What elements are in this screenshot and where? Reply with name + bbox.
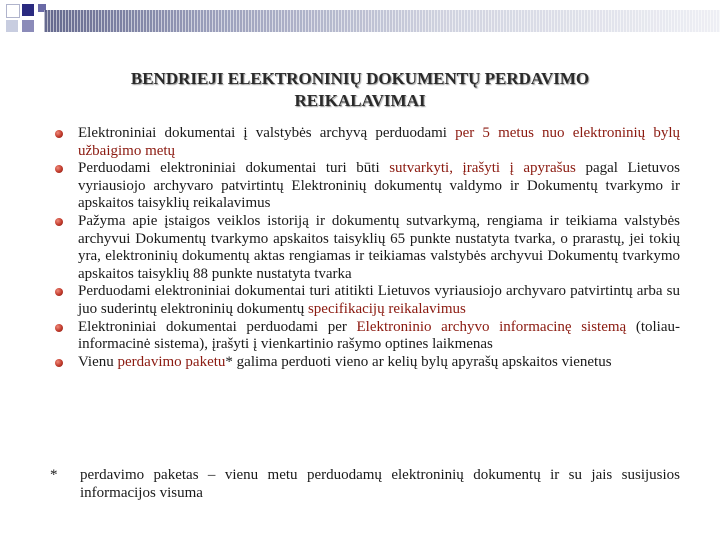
list-item (50, 354, 680, 372)
title-line-1: BENDRIEJI ELEKTRONINIŲ DOKUMENTŲ PERDAVIMO (130, 69, 590, 88)
text-segment: pagal Lietuvos vyriausiojo archyvaro patvirtintų Elektroninių dokumentų valdymo ir Dokumentų tvarkymo ir apskaitos taisyklių reikalavimus (78, 160, 681, 212)
bullet-icon (50, 319, 78, 337)
text-segment: * galima perduoti vieno ar kelių bylų apyrašų apskaitos vienetus (225, 353, 612, 370)
list-item (50, 319, 680, 354)
highlighted-text: perdavimo paketu (117, 353, 226, 370)
decor-square (6, 4, 20, 18)
list-item-text (78, 319, 680, 354)
list-item-text (78, 354, 680, 372)
text-segment: Vienu (78, 353, 118, 370)
footnote-mark: * (50, 467, 58, 483)
title-line-2: REIKALAVIMAI (294, 91, 426, 110)
header-gradient-bar (44, 10, 720, 32)
list-item (50, 160, 680, 213)
bullet-icon (50, 125, 78, 143)
page-title (60, 68, 660, 112)
list-item-text (78, 283, 680, 318)
list-item-text (78, 125, 680, 160)
highlighted-text: specifikacijų reikalavimus (307, 300, 466, 317)
highlighted-text: per 5 metus nuo elektroninių bylų užbaigimo metų (78, 125, 680, 159)
text-segment: (toliau-informacinė sistema), įrašyti į vienkartinio rašymo optines laikmenas (78, 318, 680, 353)
decor-square (6, 20, 18, 32)
text-segment: Elektroniniai dokumentai į valstybės archyvą perduodami (78, 125, 456, 141)
text-segment: Pažyma apie įstaigos veiklos istoriją ir dokumentų sutvarkymą, rengiama ir teikiama valstybės archyvui Dokumentų tvarkymo apskaitos taisyklių 65 punkte nustatyta tvarka, o prarastų, jei tokių yra, elektroninių dokumentų aktas rengiamas ir teikiamas valstybės archyvui Dokumentų tvarkymo apskaitos taisyklių 88 punkte nustatyta tvarka (78, 212, 680, 282)
bullet-icon (50, 354, 78, 372)
decor-square (22, 4, 34, 16)
bullet-icon (50, 213, 78, 231)
text-segment: Perduodami elektroniniai dokumentai turi atitikti Lietuvos vyriausiojo archyvaro patvirtintų arba su juo suderintų elektroninių dokumentų (78, 283, 680, 317)
list-item (50, 283, 680, 318)
bullet-icon (50, 160, 78, 178)
list-item-text (78, 160, 680, 213)
list-item (50, 125, 680, 160)
decor-square (22, 20, 34, 32)
list-item-text (78, 213, 680, 283)
highlighted-text: sutvarkyti, įrašyti į apyrašus (389, 160, 576, 177)
requirements-list (50, 125, 680, 371)
text-segment: Elektroniniai dokumentai perduodami per (78, 318, 357, 335)
list-item (50, 213, 680, 283)
bullet-icon (50, 283, 78, 301)
decorative-header-band (0, 0, 720, 44)
footnote-text: perdavimo paketas – vienu metu perduodamų elektroninių dokumentų ir su jais susijusios informacijos visuma (80, 467, 680, 501)
text-segment: Perduodami elektroniniai dokumentai turi būti (78, 160, 390, 177)
highlighted-text: Elektroninio archyvo informacinę sistemą (356, 318, 627, 335)
footnote (50, 467, 680, 502)
